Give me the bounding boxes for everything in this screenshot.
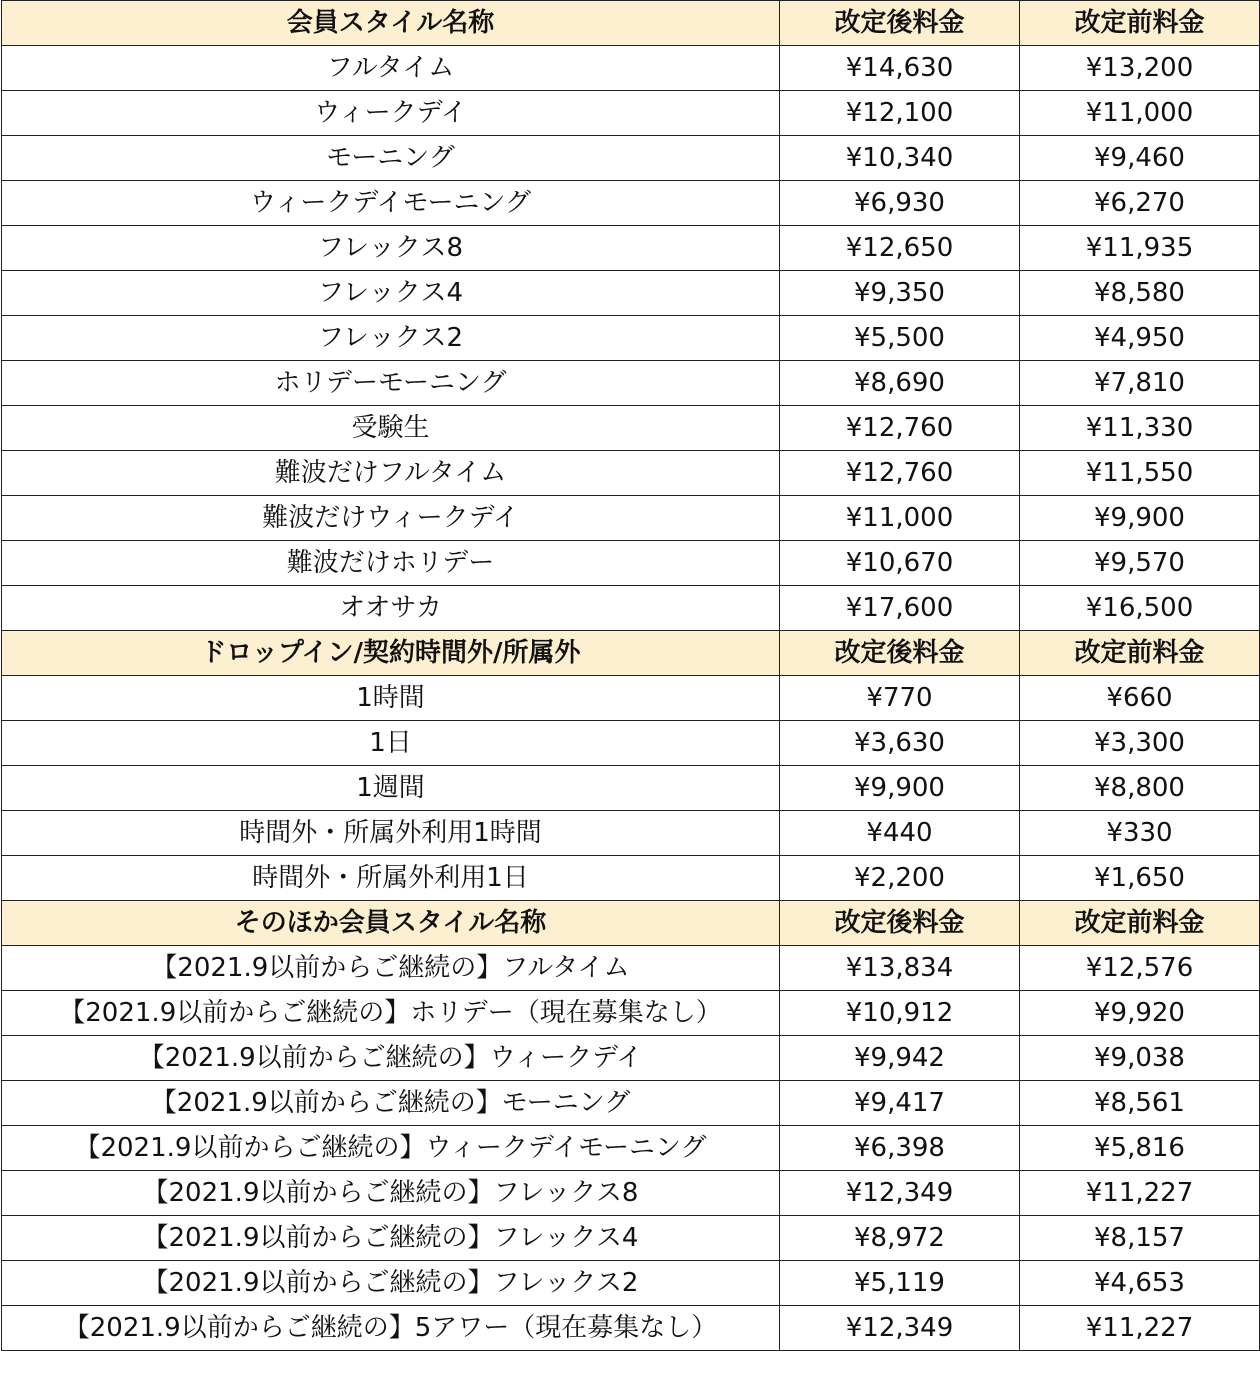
new-price-cell: ¥6,930: [780, 181, 1020, 226]
column-header-name: 会員スタイル名称: [2, 1, 780, 46]
old-price-cell: ¥8,561: [1020, 1081, 1260, 1126]
membership-name-cell: 受験生: [2, 406, 780, 451]
new-price-cell: ¥2,200: [780, 856, 1020, 901]
old-price-cell: ¥11,227: [1020, 1171, 1260, 1216]
table-row: [2, 181, 1260, 226]
membership-name-cell: モーニング: [2, 136, 780, 181]
new-price-cell: ¥13,834: [780, 946, 1020, 991]
old-price-cell: ¥11,227: [1020, 1306, 1260, 1351]
new-price-cell: ¥5,500: [780, 316, 1020, 361]
old-price-cell: ¥8,800: [1020, 766, 1260, 811]
membership-name-cell: 【2021.9以前からご継続の】ウィークデイモーニング: [2, 1126, 780, 1171]
new-price-cell: ¥3,630: [780, 721, 1020, 766]
membership-name-cell: 【2021.9以前からご継続の】フレックス2: [2, 1261, 780, 1306]
membership-name-cell: 1週間: [2, 766, 780, 811]
new-price-cell: ¥12,760: [780, 451, 1020, 496]
old-price-cell: ¥9,460: [1020, 136, 1260, 181]
old-price-cell: ¥8,157: [1020, 1216, 1260, 1261]
old-price-cell: ¥11,000: [1020, 91, 1260, 136]
membership-name-cell: 【2021.9以前からご継続の】フレックス4: [2, 1216, 780, 1261]
table-row: [2, 721, 1260, 766]
membership-name-cell: 【2021.9以前からご継続の】ホリデー（現在募集なし）: [2, 991, 780, 1036]
membership-name-cell: ウィークデイ: [2, 91, 780, 136]
table-row: [2, 946, 1260, 991]
old-price-cell: ¥660: [1020, 676, 1260, 721]
section-header-row: [2, 1, 1260, 46]
column-header-new-price: 改定後料金: [780, 901, 1020, 946]
table-row: [2, 91, 1260, 136]
membership-name-cell: 【2021.9以前からご継続の】フレックス8: [2, 1171, 780, 1216]
membership-name-cell: 時間外・所属外利用1日: [2, 856, 780, 901]
old-price-cell: ¥11,550: [1020, 451, 1260, 496]
old-price-cell: ¥4,653: [1020, 1261, 1260, 1306]
membership-name-cell: 1時間: [2, 676, 780, 721]
old-price-cell: ¥6,270: [1020, 181, 1260, 226]
new-price-cell: ¥9,417: [780, 1081, 1020, 1126]
table-row: [2, 451, 1260, 496]
new-price-cell: ¥8,690: [780, 361, 1020, 406]
new-price-cell: ¥5,119: [780, 1261, 1020, 1306]
table-row: [2, 271, 1260, 316]
table-row: [2, 1261, 1260, 1306]
old-price-cell: ¥7,810: [1020, 361, 1260, 406]
section-header-row: [2, 631, 1260, 676]
new-price-cell: ¥12,100: [780, 91, 1020, 136]
old-price-cell: ¥1,650: [1020, 856, 1260, 901]
new-price-cell: ¥12,760: [780, 406, 1020, 451]
table-row: [2, 991, 1260, 1036]
membership-name-cell: 【2021.9以前からご継続の】モーニング: [2, 1081, 780, 1126]
old-price-cell: ¥5,816: [1020, 1126, 1260, 1171]
membership-name-cell: ウィークデイモーニング: [2, 181, 780, 226]
table-row: [2, 496, 1260, 541]
membership-name-cell: 【2021.9以前からご継続の】ウィークデイ: [2, 1036, 780, 1081]
table-row: [2, 586, 1260, 631]
old-price-cell: ¥330: [1020, 811, 1260, 856]
column-header-old-price: 改定前料金: [1020, 901, 1260, 946]
new-price-cell: ¥12,650: [780, 226, 1020, 271]
membership-name-cell: 難波だけフルタイム: [2, 451, 780, 496]
table-row: [2, 226, 1260, 271]
new-price-cell: ¥440: [780, 811, 1020, 856]
column-header-new-price: 改定後料金: [780, 1, 1020, 46]
table-row: [2, 316, 1260, 361]
new-price-cell: ¥11,000: [780, 496, 1020, 541]
new-price-cell: ¥14,630: [780, 46, 1020, 91]
membership-name-cell: フレックス2: [2, 316, 780, 361]
membership-name-cell: 【2021.9以前からご継続の】5アワー（現在募集なし）: [2, 1306, 780, 1351]
membership-name-cell: フレックス8: [2, 226, 780, 271]
table-row: [2, 361, 1260, 406]
table-row: [2, 811, 1260, 856]
column-header-old-price: 改定前料金: [1020, 631, 1260, 676]
membership-name-cell: フルタイム: [2, 46, 780, 91]
new-price-cell: ¥9,900: [780, 766, 1020, 811]
new-price-cell: ¥9,350: [780, 271, 1020, 316]
new-price-cell: ¥6,398: [780, 1126, 1020, 1171]
new-price-cell: ¥12,349: [780, 1306, 1020, 1351]
membership-name-cell: 1日: [2, 721, 780, 766]
old-price-cell: ¥8,580: [1020, 271, 1260, 316]
old-price-cell: ¥11,330: [1020, 406, 1260, 451]
new-price-cell: ¥10,340: [780, 136, 1020, 181]
old-price-cell: ¥9,900: [1020, 496, 1260, 541]
old-price-cell: ¥4,950: [1020, 316, 1260, 361]
membership-name-cell: オオサカ: [2, 586, 780, 631]
old-price-cell: ¥11,935: [1020, 226, 1260, 271]
table-row: [2, 1036, 1260, 1081]
table-row: [2, 541, 1260, 586]
new-price-cell: ¥17,600: [780, 586, 1020, 631]
old-price-cell: ¥12,576: [1020, 946, 1260, 991]
membership-name-cell: 難波だけウィークデイ: [2, 496, 780, 541]
price-table-body: [2, 1, 1260, 1351]
new-price-cell: ¥10,670: [780, 541, 1020, 586]
old-price-cell: ¥9,570: [1020, 541, 1260, 586]
section-header-row: [2, 901, 1260, 946]
membership-name-cell: ホリデーモーニング: [2, 361, 780, 406]
table-row: [2, 1171, 1260, 1216]
table-row: [2, 1081, 1260, 1126]
old-price-cell: ¥13,200: [1020, 46, 1260, 91]
old-price-cell: ¥3,300: [1020, 721, 1260, 766]
new-price-cell: ¥10,912: [780, 991, 1020, 1036]
old-price-cell: ¥16,500: [1020, 586, 1260, 631]
membership-name-cell: フレックス4: [2, 271, 780, 316]
table-row: [2, 856, 1260, 901]
table-row: [2, 46, 1260, 91]
table-row: [2, 1306, 1260, 1351]
table-row: [2, 1126, 1260, 1171]
old-price-cell: ¥9,038: [1020, 1036, 1260, 1081]
table-row: [2, 1216, 1260, 1261]
table-row: [2, 136, 1260, 181]
membership-name-cell: 難波だけホリデー: [2, 541, 780, 586]
price-table: [1, 0, 1260, 1351]
new-price-cell: ¥9,942: [780, 1036, 1020, 1081]
old-price-cell: ¥9,920: [1020, 991, 1260, 1036]
column-header-new-price: 改定後料金: [780, 631, 1020, 676]
table-row: [2, 406, 1260, 451]
table-row: [2, 766, 1260, 811]
column-header-name: ドロップイン/契約時間外/所属外: [2, 631, 780, 676]
membership-name-cell: 【2021.9以前からご継続の】フルタイム: [2, 946, 780, 991]
column-header-name: そのほか会員スタイル名称: [2, 901, 780, 946]
new-price-cell: ¥770: [780, 676, 1020, 721]
new-price-cell: ¥8,972: [780, 1216, 1020, 1261]
new-price-cell: ¥12,349: [780, 1171, 1020, 1216]
column-header-old-price: 改定前料金: [1020, 1, 1260, 46]
membership-name-cell: 時間外・所属外利用1時間: [2, 811, 780, 856]
table-row: [2, 676, 1260, 721]
